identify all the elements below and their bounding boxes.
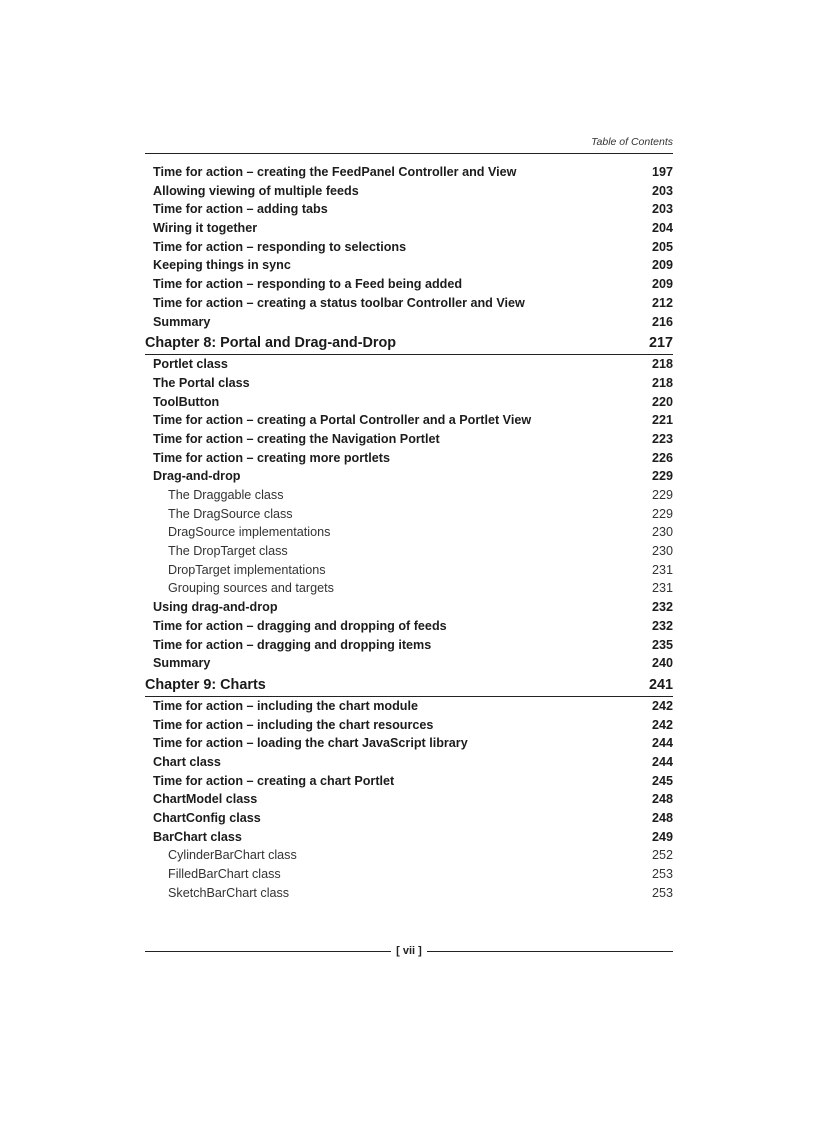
toc-entry-page: 249 <box>651 829 673 844</box>
toc-entry-title: Wiring it together <box>153 221 258 236</box>
toc-entry-title: Time for action – creating more portlets <box>153 450 391 465</box>
toc-entry[interactable] <box>145 238 673 257</box>
toc-entry-page: 230 <box>651 525 673 540</box>
toc-entry[interactable] <box>145 374 673 393</box>
toc-entry[interactable] <box>145 772 673 791</box>
toc-entry[interactable] <box>145 393 673 412</box>
toc-entry-page: 242 <box>651 717 673 732</box>
toc-entry-title: Chart class <box>153 754 221 769</box>
toc-entry[interactable] <box>145 636 673 655</box>
toc-entry[interactable] <box>145 430 673 449</box>
toc-entry-page: 205 <box>651 239 673 254</box>
toc-subentry[interactable] <box>145 523 673 542</box>
toc-entry[interactable] <box>145 598 673 617</box>
toc-entry[interactable] <box>145 219 673 238</box>
toc-entry[interactable] <box>145 654 673 673</box>
toc-entry-title: Time for action – dragging and dropping of feeds <box>153 618 447 633</box>
toc-entry[interactable] <box>145 355 673 374</box>
toc-entry-page: 204 <box>651 221 673 236</box>
toc-entry-page: 229 <box>651 469 673 484</box>
toc-subentry[interactable] <box>145 542 673 561</box>
toc-entry-title: DropTarget implementations <box>168 562 326 577</box>
toc-entry-title: Grouping sources and targets <box>168 581 334 596</box>
toc-entry-page: 242 <box>651 698 673 713</box>
chapter-9-heading[interactable] <box>145 673 673 697</box>
toc-entry[interactable] <box>145 734 673 753</box>
toc-entry-title: Time for action – creating a chart Portlet <box>153 773 395 788</box>
toc-entry-page: 218 <box>651 357 673 372</box>
toc-entry[interactable] <box>145 200 673 219</box>
toc-entry-page: 230 <box>651 544 673 559</box>
toc-entry-page: 220 <box>651 394 673 409</box>
toc-subentry[interactable] <box>145 505 673 524</box>
toc-entry[interactable] <box>145 313 673 332</box>
toc-entry-page: 218 <box>651 375 673 390</box>
toc-entry-title: Time for action – responding to selections <box>153 239 407 254</box>
toc-subentry[interactable] <box>145 486 673 505</box>
toc-entry[interactable] <box>145 411 673 430</box>
toc-entry-title: The Draggable class <box>168 488 284 502</box>
toc-entry-title: Time for action – creating the Navigation Portlet <box>153 431 440 446</box>
chapter-page: 241 <box>648 676 673 693</box>
toc-entry-page: 244 <box>651 736 673 751</box>
toc-entry-page: 226 <box>651 450 673 465</box>
chapter-title: Chapter 9: Charts <box>145 676 266 693</box>
toc-entry-title: ChartConfig class <box>153 811 261 825</box>
toc-entry-page: 244 <box>651 754 673 769</box>
toc-entry-title: CylinderBarChart class <box>168 848 297 863</box>
chapter-page: 217 <box>648 335 673 352</box>
toc-entry[interactable] <box>145 256 673 275</box>
toc-entry-page: 231 <box>651 581 673 596</box>
toc-entry-title: Time for action – loading the chart JavaScript library <box>153 736 468 751</box>
toc-entry-page: 252 <box>651 848 673 863</box>
toc-subentry[interactable] <box>145 884 673 903</box>
toc-entry-page: 216 <box>651 314 673 329</box>
toc-entry-page: 209 <box>651 277 673 292</box>
chapter-title: Chapter 8: Portal and Drag-and-Drop <box>145 335 397 352</box>
toc-entry-page: 209 <box>651 258 673 273</box>
toc-entry-page: 223 <box>651 431 673 446</box>
toc-entry-title: Drag-and-drop <box>153 469 241 484</box>
toc-entry-title: Time for action – creating a Portal Controller and a Portlet View <box>153 413 532 428</box>
toc-entry-title: Summary <box>153 314 211 329</box>
toc-subentry[interactable] <box>145 865 673 884</box>
toc-entry-page: 253 <box>651 867 673 882</box>
running-title: Table of Contents <box>591 136 673 148</box>
toc-subentry[interactable] <box>145 579 673 598</box>
table-of-contents <box>145 163 673 902</box>
toc-entry[interactable] <box>145 294 673 313</box>
toc-entry[interactable] <box>145 697 673 716</box>
toc-entry[interactable] <box>145 467 673 486</box>
toc-entry-page: 240 <box>651 656 673 671</box>
page-header <box>145 135 673 154</box>
toc-entry-title: Time for action – adding tabs <box>153 202 328 217</box>
toc-entry-title: SketchBarChart class <box>168 885 290 900</box>
toc-entry[interactable] <box>145 617 673 636</box>
toc-entry-title: DragSource implementations <box>168 525 331 540</box>
toc-entry-page: 248 <box>651 811 673 825</box>
toc-entry-title: Time for action – including the chart resources <box>153 717 434 732</box>
toc-entry-page: 203 <box>651 183 673 198</box>
toc-entry-title: Summary <box>153 656 211 671</box>
toc-entry-page: 203 <box>651 202 673 217</box>
toc-entry[interactable] <box>145 828 673 847</box>
toc-entry-page: 245 <box>651 773 673 788</box>
page-footer <box>145 943 673 959</box>
toc-entry-title: Using drag-and-drop <box>153 600 278 615</box>
toc-entry-page: 232 <box>651 618 673 633</box>
page-number: [ vii ] <box>396 945 422 957</box>
toc-entry[interactable] <box>145 449 673 468</box>
toc-entry-page: 212 <box>651 295 673 310</box>
toc-entry-title: Time for action – creating a status toolbar Controller and View <box>153 295 525 310</box>
toc-entry[interactable] <box>145 182 673 201</box>
toc-entry-title: Time for action – responding to a Feed being added <box>153 277 463 292</box>
toc-entry-page: 253 <box>651 885 673 900</box>
toc-entry-title: FilledBarChart class <box>168 867 281 882</box>
toc-entry[interactable] <box>145 163 673 182</box>
toc-entry[interactable] <box>145 790 673 809</box>
toc-entry[interactable] <box>145 275 673 294</box>
toc-entry-page: 221 <box>651 413 673 428</box>
toc-entry-title: The DragSource class <box>168 506 293 521</box>
toc-entry-title: Time for action – including the chart module <box>153 698 418 713</box>
toc-entry-title: The Portal class <box>153 375 250 390</box>
toc-entry-page: 229 <box>651 488 673 502</box>
toc-entry-page: 248 <box>651 792 673 807</box>
toc-entry-title: Time for action – dragging and dropping items <box>153 637 432 652</box>
toc-entry[interactable] <box>145 716 673 735</box>
toc-entry[interactable] <box>145 809 673 828</box>
toc-entry-page: 229 <box>651 506 673 521</box>
footer-rule-right <box>427 951 673 952</box>
toc-subentry[interactable] <box>145 561 673 580</box>
toc-entry-title: ChartModel class <box>153 792 258 807</box>
toc-entry-title: The DropTarget class <box>168 544 288 559</box>
toc-entry-page: 235 <box>651 637 673 652</box>
toc-entry-page: 231 <box>651 562 673 577</box>
toc-entry-title: BarChart class <box>153 829 242 844</box>
toc-entry[interactable] <box>145 753 673 772</box>
toc-entry-title: Time for action – creating the FeedPanel Controller and View <box>153 165 517 179</box>
toc-entry-title: Portlet class <box>153 357 228 372</box>
toc-subentry[interactable] <box>145 846 673 865</box>
toc-entry-title: ToolButton <box>153 394 220 409</box>
toc-entry-page: 197 <box>651 165 673 179</box>
toc-entry-title: Allowing viewing of multiple feeds <box>153 183 359 198</box>
chapter-8-heading[interactable] <box>145 331 673 355</box>
toc-entry-page: 232 <box>651 600 673 615</box>
toc-entry-title: Keeping things in sync <box>153 258 291 273</box>
